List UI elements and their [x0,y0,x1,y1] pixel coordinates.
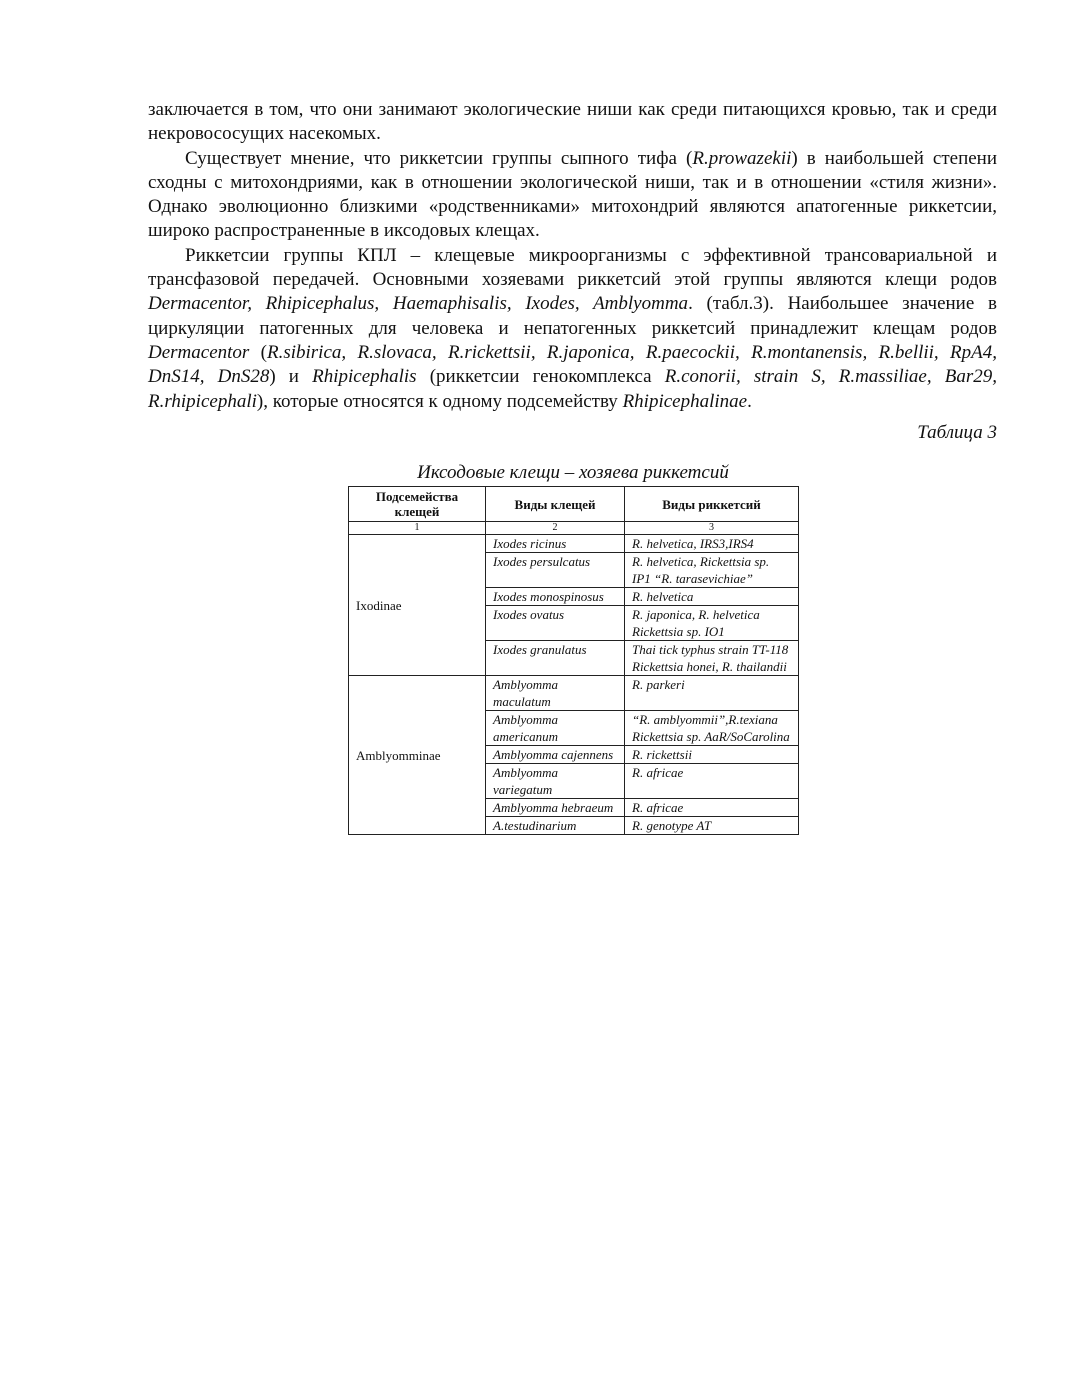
subfamily-cell: Ixodinae [349,535,486,676]
tick-cell: Ixodes ovatus [486,606,625,641]
table-title: Иксодовые клещи – хозяева риккетсий [417,462,729,483]
tick-cell: Amblyomma hebraeum [486,799,625,817]
page-body [148,98,997,445]
paragraph-2: Существует мнение, что риккетсии группы сыпного тифа (R.prowazekii) в наибольшей степени сходны с митохондриями, как в отношении экологической ниши, так и в отношении «стиля жизни». Однако эволюционно близкими «родственниками» митохондрий являются апатогенные риккетсии, широко распространенные в иксодовых клещах. [148,147,998,242]
rickettsia-cell: R. helvetica [625,588,799,606]
tick-cell: Ixodes ricinus [486,535,625,553]
rickettsia-cell: R. parkeri [625,676,799,711]
table-caption: Таблица 3 [917,421,997,443]
rickettsia-cell: R. africae [625,799,799,817]
header-subfamily: Подсемейства клещей [349,487,486,522]
rickettsia-cell: R. helvetica, Rickettsia sp. IP1 “R. tarasevichiae” [625,553,799,588]
paragraph-1: заключается в том, что они занимают экологические ниши как среди питающихся кровью, так и среди некровососущих насекомых. [148,99,997,145]
tick-cell: Amblyomma variegatum [486,764,625,799]
rickettsia-cell: R. rickettsii [625,746,799,764]
col-number: 3 [625,522,799,535]
rickettsia-cell: R. africae [625,764,799,799]
tick-cell: Ixodes granulatus [486,641,625,676]
table-row [349,535,799,553]
ticks-table [348,486,799,835]
tick-cell: Amblyomma cajennens [486,746,625,764]
header-tick-species: Виды клещей [486,487,625,522]
tick-cell: Ixodes monospinosus [486,588,625,606]
rickettsia-cell: R. genotype AT [625,817,799,835]
col-number: 1 [349,522,486,535]
tick-cell: Amblyomma maculatum [486,676,625,711]
rickettsia-cell: “R. amblyommii”,R.texiana Rickettsia sp. AaR/SoCarolina [625,711,799,746]
tick-cell: Ixodes persulcatus [486,553,625,588]
paragraph-3: Риккетсии группы КПЛ – клещевые микроорганизмы с эффективной трансовариальной и трансфазовой передачей. Основными хозяевами риккетсий этой группы являются клещи родов Dermacentor, Rhipicephalus, Haemaphisalis, Ixodes, Amblyomma. (табл.3). Наибольшее значение в циркуляции патогенных для человека и непатогенных риккетсий принадлежит клещам родов Dermacentor (R.sibirica, R.slovaca, R.rickettsii, R.japonica, R.paecockii, R.montanensis, R.bellii, RpA4, DnS14, DnS28) и Rhipicephalis (риккетсии генокомплекса R.conorii, strain S, R.massiliae, Bar29, R.rhipicephali), которые относятся к одному подсемейству Rhipicephalinae. [148,244,997,412]
rickettsia-cell: Thai tick typhus strain TT-118 Rickettsia honei, R. thailandii [625,641,799,676]
col-number: 2 [486,522,625,535]
rickettsia-cell: R. japonica, R. helvetica Rickettsia sp. IO1 [625,606,799,641]
subfamily-cell: Amblyomminae [349,676,486,835]
rickettsia-cell: R. helvetica, IRS3,IRS4 [625,535,799,553]
table-number-row [349,522,799,535]
tick-cell: Amblyomma americanum [486,711,625,746]
tick-cell: A.testudinarium [486,817,625,835]
table-header-row [349,487,799,522]
header-rickettsia-species: Виды риккетсий [625,487,799,522]
table-row [349,676,799,711]
